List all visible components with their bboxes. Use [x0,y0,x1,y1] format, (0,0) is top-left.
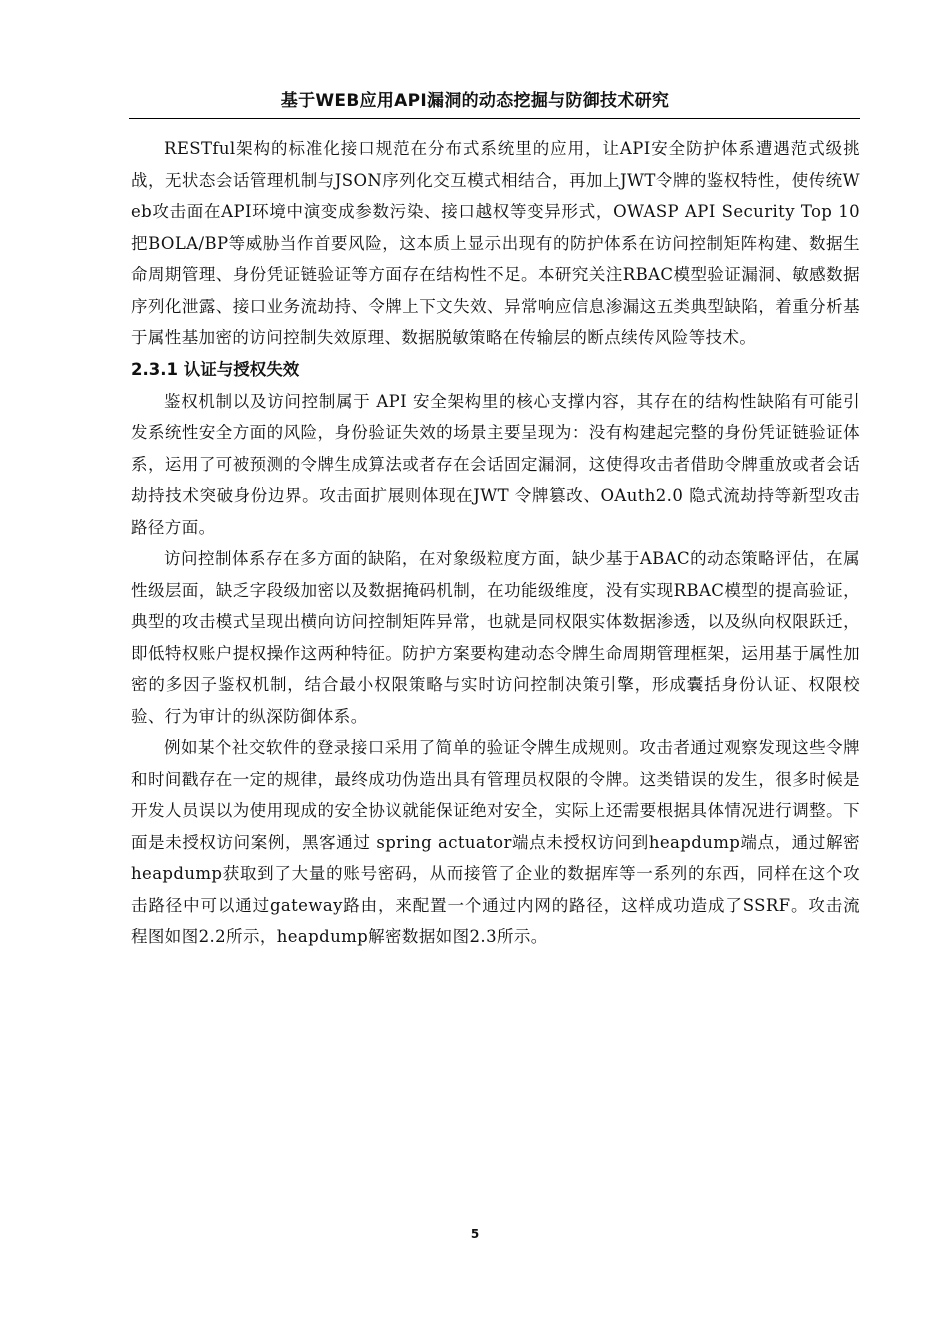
page-body [131,133,860,953]
running-header-title: 基于WEB应用API漏洞的动态挖掘与防御技术研究 [280,91,670,111]
body-paragraph-2: 访问控制体系存在多方面的缺陷，在对象级粒度方面，缺少基于ABAC的动态策略评估，在属性级层面，缺乏字段级加密以及数据掩码机制，在功能级维度，没有实现RBAC模型的提高验证，典型的攻击模式呈现出横向访问控制矩阵异常，也就是同权限实体数据渗透，以及纵向权限跃迁，即低特权账户提权操作这两种特征。防护方案要构建动态令牌生命周期管理框架，运用基于属性加密的多因子鉴权机制，结合最小权限策略与实时访问控制决策引擎，形成囊括身份认证、权限校验、行为审计的纵深防御体系。 [131,549,860,726]
header-divider [129,118,860,119]
body-paragraph-3: 例如某个社交软件的登录接口采用了简单的验证令牌生成规则。攻击者通过观察发现这些令牌和时间戳存在一定的规律，最终成功伪造出具有管理员权限的令牌。这类错误的发生，很多时候是开发人员误以为使用现成的安全协议就能保证绝对安全，实际上还需要根据具体情况进行调整。下面是未授权访问案例，黑客通过 spring actuator端点未授权访问到heapdump端点，通过解密heapdump获取到了大量的账号密码，从而接管了企业的数据库等一系列的东西，同样在这个攻击路径中可以通过gateway路由，来配置一个通过内网的路径，这样成功造成了SSRF。攻击流程图如图2.2所示，heapdump解密数据如图2.3所示。 [131,738,860,946]
page-number: 5 [470,1227,480,1241]
intro-paragraph: RESTful架构的标准化接口规范在分布式系统里的应用，让API安全防护体系遭遇范式级挑战，无状态会话管理机制与JSON序列化交互模式相结合，再加上JWT令牌的鉴权特性，使传统Web攻击面在API环境中演变成参数污染、接口越权等变异形式，OWASP API Security Top 10把BOLA/BP等威胁当作首要风险，这本质上显示出现有的防护体系在访问控制矩阵构建、数据生命周期管理、身份凭证链验证等方面存在结构性不足。本研究关注RBAC模型验证漏洞、敏感数据序列化泄露、接口业务流劫持、令牌上下文失效、异常响应信息渗漏这五类典型缺陷，着重分析基于属性基加密的访问控制失效原理、数据脱敏策略在传输层的断点续传风险等技术。 [131,139,860,347]
body-paragraph-1: 鉴权机制以及访问控制属于 API 安全架构里的核心支撑内容，其存在的结构性缺陷有可能引发系统性安全方面的风险，身份验证失效的场景主要呈现为：没有构建起完整的身份凭证链验证体系，运用了可被预测的令牌生成算法或者存在会话固定漏洞，这使得攻击者借助令牌重放或者会话劫持技术突破身份边界。攻击面扩展则体现在JWT 令牌篡改、OAuth2.0 隐式流劫持等新型攻击路径方面。 [131,391,860,537]
section-heading: 2.3.1 认证与授权失效 [131,359,300,379]
